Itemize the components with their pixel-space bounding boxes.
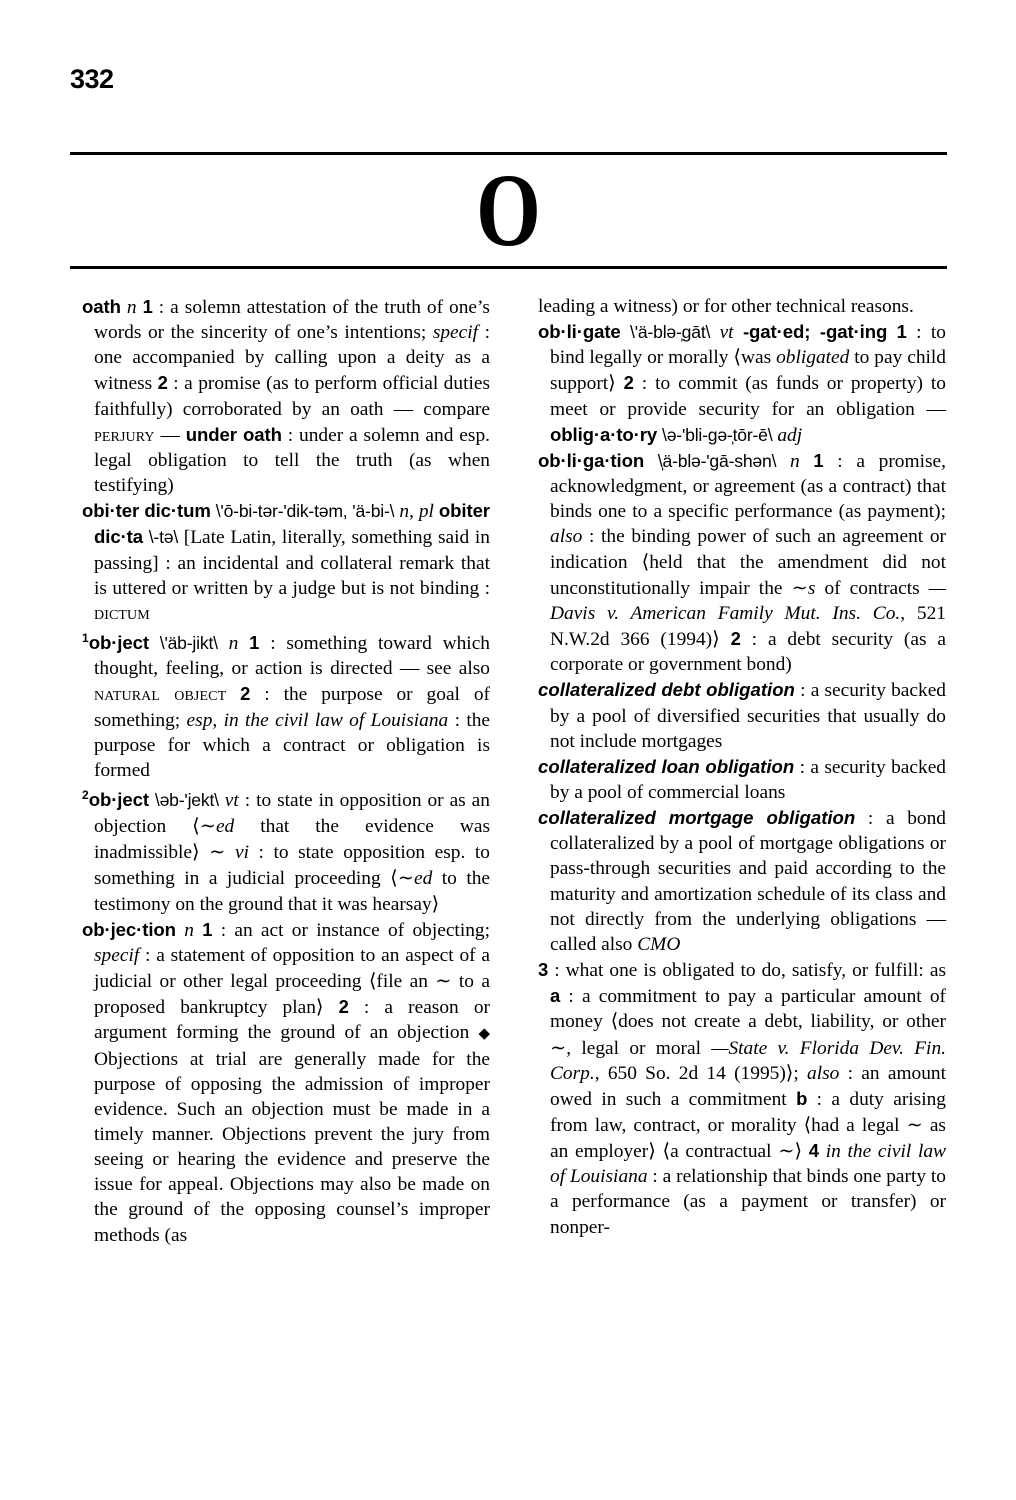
dictionary-entry: 3 : what one is obligated to do, satisfy, or fulfill: as a : a commitment to pay a particular amount of money ⟨does not create a debt, liability, or other ∼, legal or moral —State v. Florida Dev. Fin. Corp., 650 So. 2d 14 (1995)⟩; also : an amount owed in such a commitment b : a duty arising from law, contract, or morality ⟨had a legal ∼ as an employer⟩ ⟨a contractual ∼⟩ 4 in the civil law of Louisiana : a relationship that binds one party to a performance (as a payment or transfer) or nonper-: [538, 959, 946, 1238]
body-columns: [70, 294, 947, 1248]
left-column: [70, 294, 490, 1248]
page-number: 332: [70, 64, 114, 94]
dictionary-entry: collateralized mortgage obligation : a bond collateralized by a pool of mortgage obligations or pass-through securities and paid according to the maturity and amortization schedule of its class and not directly from the underlying obligations — called also CMO: [538, 807, 946, 955]
section-letter-band: [70, 152, 947, 269]
dictionary-entry: ob·li·ga·tion \̩ä-blə-'gā-shən\ n 1 : a promise, acknowledgment, or agreement (as a contract) that binds one to a specific performance (as payment); also : the binding power of such an agreement or indication ⟨held that the amendment did not unconstitutionally impair the ∼s of contracts —Davis v. American Family Mut. Ins. Co., 521 N.W.2d 366 (1994)⟩ 2 : a debt security (as a corporate or government bond): [538, 449, 947, 676]
dictionary-entry: leading a witness) or for other technical reasons.: [538, 296, 914, 317]
section-letter-text: O: [476, 152, 541, 268]
dictionary-entry: collateralized loan obligation : a security backed by a pool of commercial loans: [538, 755, 946, 803]
dictionary-entry: obi·ter dic·tum \'ō-bi-tər-'dik-təm, 'ä-bi-\ n, pl obiter dic·ta \-tə\ [Late Latin, literally, something said in passing] : an incidental and collateral remark that is uttered or written by a judge but is not binding : dictum: [82, 500, 490, 624]
dictionary-entry: collateralized debt obligation : a security backed by a pool of diversified securities that usually do not include mortgages: [538, 679, 946, 752]
dictionary-entry: oath n 1 : a solemn attestation of the truth of one’s words or the sincerity of one’s intentions; specif : one accompanied by calling upon a deity as a witness 2 : a promise (as to perform official duties faithfully) corroborated by an oath — compare perjury — under oath : under a solemn and esp. legal obligation to tell the truth (as when testifying): [82, 296, 491, 497]
dictionary-entry: ob·jec·tion n 1 : an act or instance of objecting; specif : a statement of opposition to an aspect of a judicial or other legal proceeding ⟨file an ∼ to a proposed bankruptcy plan⟩ 2 : a reason or argument forming the ground of an objection ◆ Objections at trial are generally made for the purpose of opposing the admission of improper evidence. Such an objection must be made in a timely manner. Objections prevent the jury from seeing or hearing the evidence and preserve the issue for appeal. Objections may also be made on the ground of the opposing counsel’s improper methods (as: [82, 918, 490, 1246]
dictionary-entry: $^1$ob·ject \'äb-jikt\ n 1 : something toward which thought, feeling, or action is directed — see also natural object 2 : the purpose or goal of something; esp, in the civil law of Louisiana : the purpose for which a contract or obligation is formed: [82, 631, 491, 781]
right-column: [526, 294, 946, 1248]
dictionary-entry: ob·li·gate \'ä-blə-̩gāt\ vt -gat·ed; -gat·ing 1 : to bind legally or morally ⟨was obligated to pay child support⟩ 2 : to commit (as funds or property) to meet or provide security for an obligation — oblig·a·to·ry \ə-'bli-gə-̩tōr-ē\ adj: [538, 321, 946, 446]
dictionary-entry: $^2$ob·ject \əb-'jekt\ vt : to state in opposition or as an objection ⟨∼ed that the evidence was inadmissible⟩ ∼ vi : to state opposition esp. to something in a judicial proceeding ⟨∼ed to the testimony on the ground that it was hearsay⟩: [82, 787, 491, 915]
